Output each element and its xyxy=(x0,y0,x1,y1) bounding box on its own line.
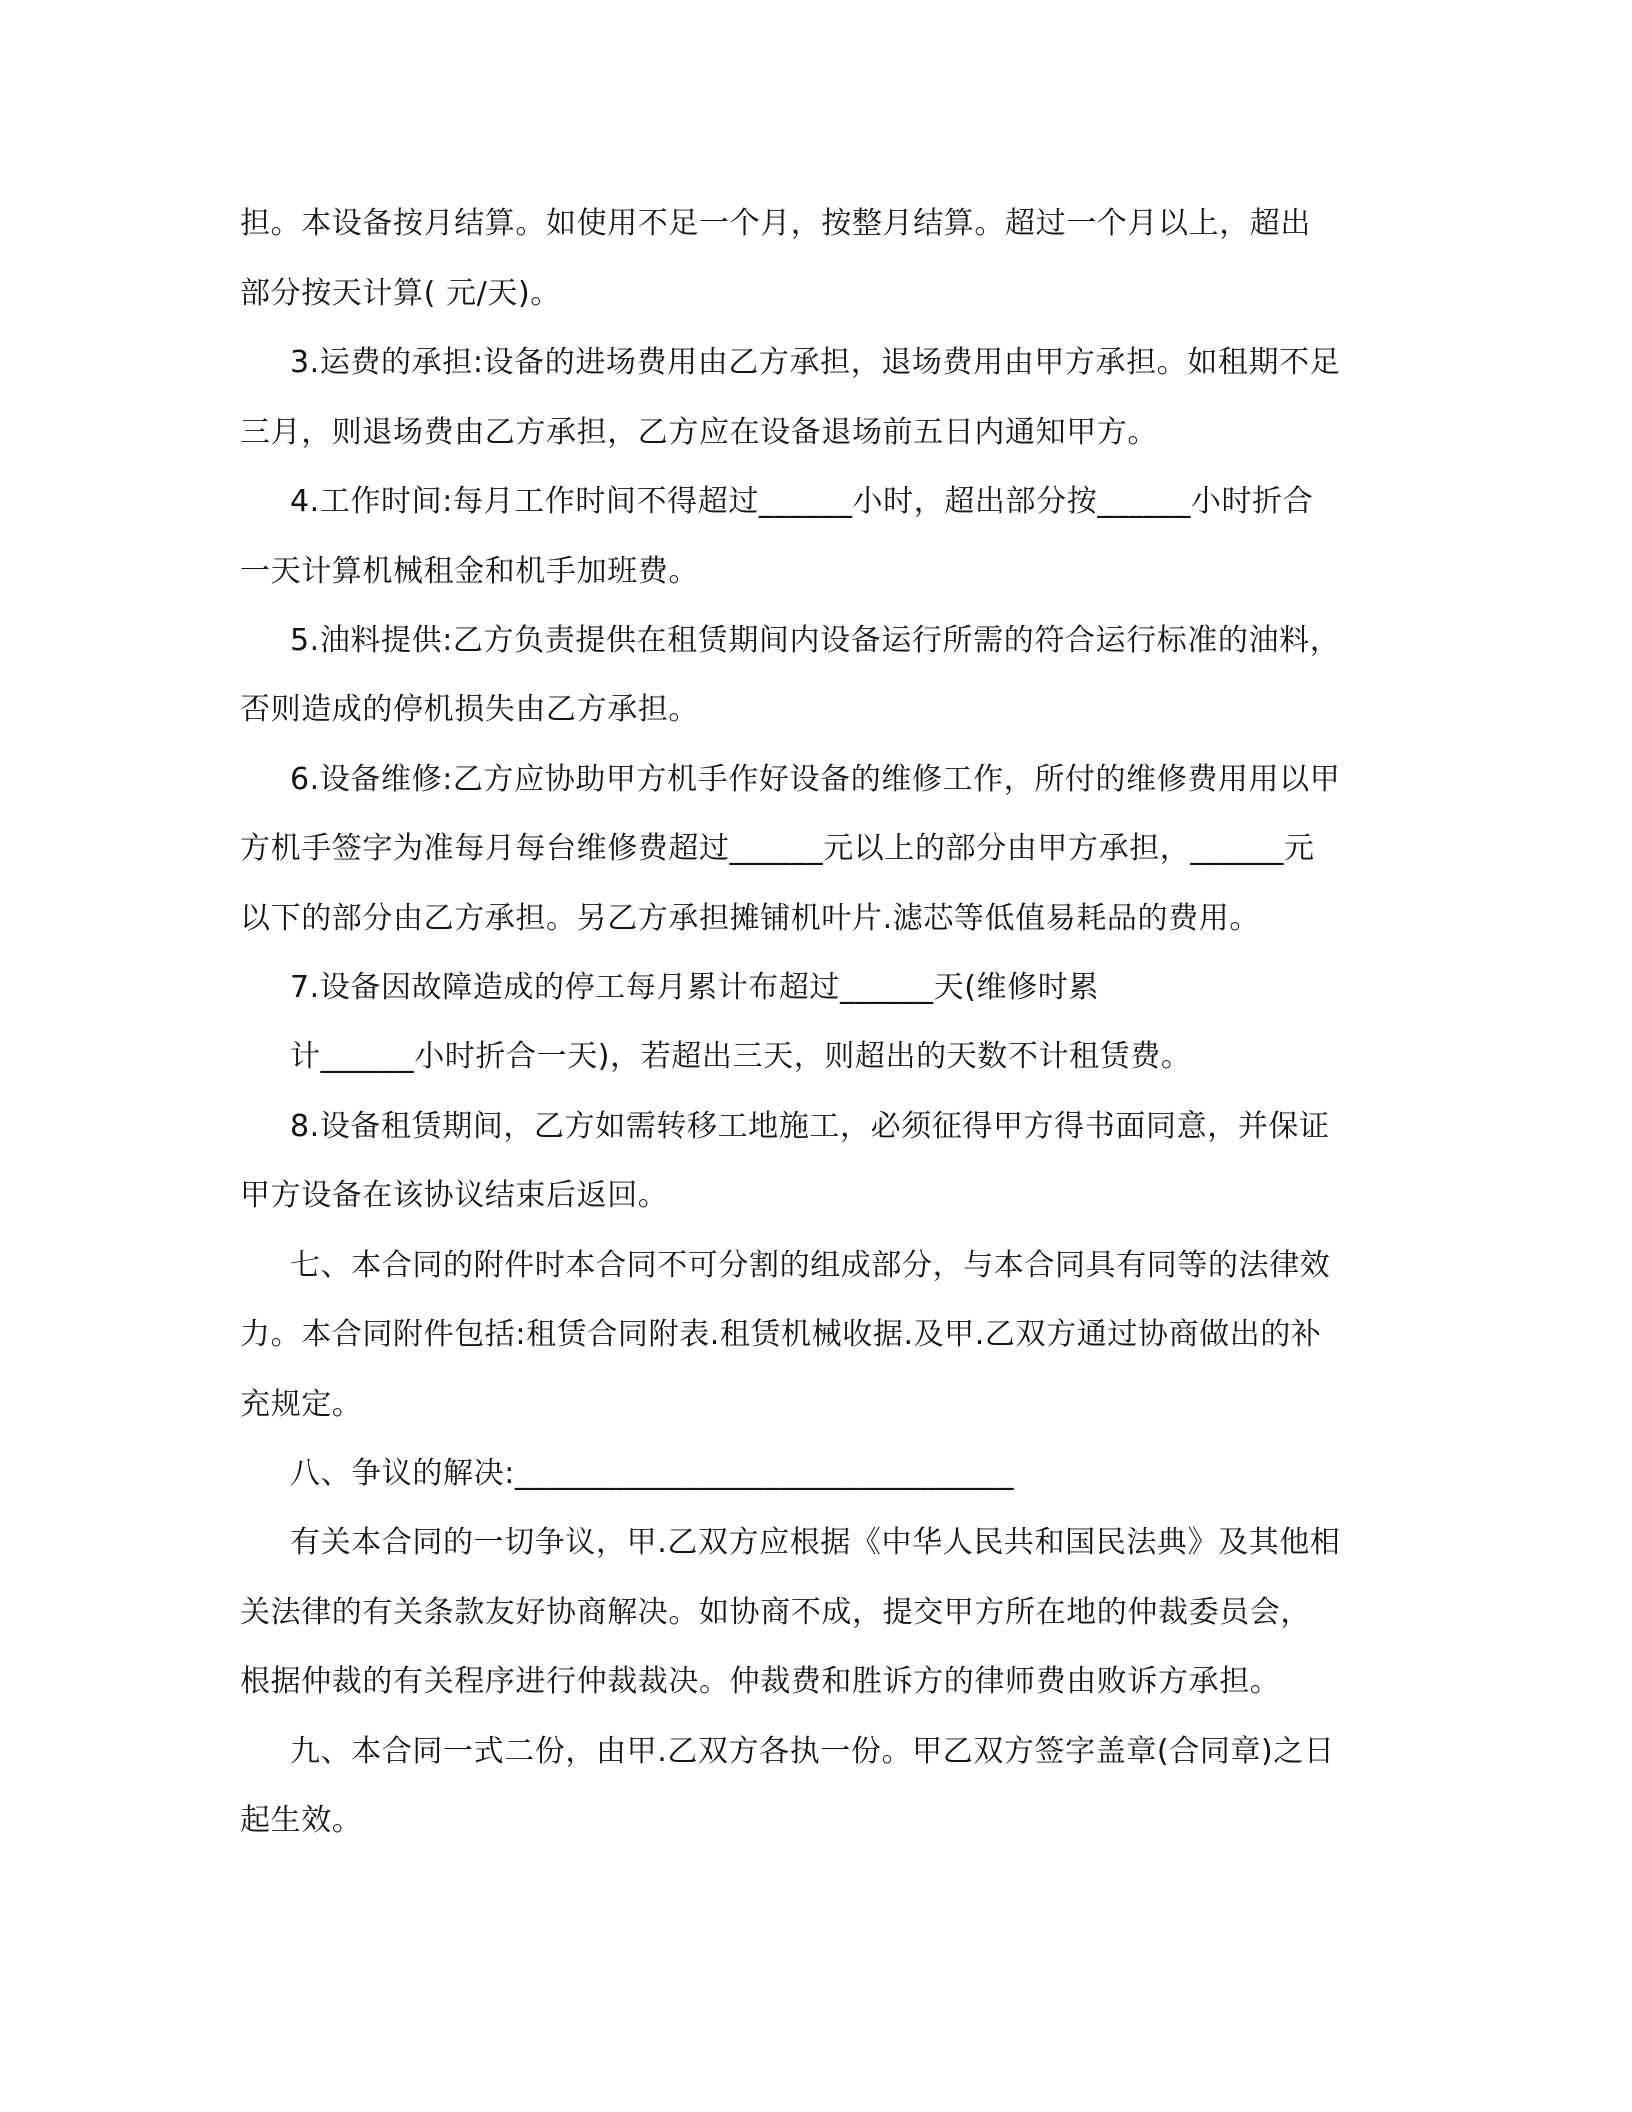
text-line: 担。本设备按月结算。如使用不足一个月，按整月结算。超过一个月以上，超出 xyxy=(240,206,1311,241)
text-line: 甲方设备在该协议结束后返回。 xyxy=(240,1178,669,1213)
text-line: 否则造成的停机损失由乙方承担。 xyxy=(240,692,699,727)
text-line: 起生效。 xyxy=(240,1803,363,1838)
text-line: 根据仲裁的有关程序进行仲裁裁决。仲裁费和胜诉方的律师费由败诉方承担。 xyxy=(240,1664,1281,1699)
text-line: 计______小时折合一天)，若超出三天，则超出的天数不计租赁费。 xyxy=(290,1039,1192,1074)
text-line: 方机手签字为准每月每台维修费超过______元以上的部分由甲方承担，______元 xyxy=(240,831,1315,866)
text-line: 力。本合同附件包括:租赁合同附表.租赁机械收据.及甲.乙双方通过协商做出的补 xyxy=(240,1317,1322,1352)
text-line: 3.运费的承担:设备的进场费用由乙方承担，退场费用由甲方承担。如租期不足 xyxy=(290,345,1341,380)
text-line: 8.设备租赁期间，乙方如需转移工地施工，必须征得甲方得书面同意，并保证 xyxy=(290,1109,1330,1144)
text-line: 部分按天计算( 元/天)。 xyxy=(240,276,561,311)
text-line: 关法律的有关条款友好协商解决。如协商不成，提交甲方所在地的仲裁委员会， xyxy=(240,1595,1311,1630)
text-line: 充规定。 xyxy=(240,1387,363,1422)
text-line: 一天计算机械租金和机手加班费。 xyxy=(240,554,699,589)
text-line: 6.设备维修:乙方应协助甲方机手作好设备的维修工作，所付的维修费用用以甲 xyxy=(290,762,1341,797)
text-line: 有关本合同的一切争议，甲.乙双方应根据《中华人民共和国民法典》及其他相 xyxy=(290,1525,1341,1560)
text-line: 5.油料提供:乙方负责提供在租赁期间内设备运行所需的符合运行标准的油料， xyxy=(290,623,1341,658)
section-heading: 八、争议的解决:________________________________ xyxy=(290,1456,1015,1491)
text-line: 7.设备因故障造成的停工每月累计布超过______天(维修时累 xyxy=(290,970,1099,1005)
text-line: 七、本合同的附件时本合同不可分割的组成部分，与本合同具有同等的法律效 xyxy=(290,1248,1331,1283)
text-line: 九、本合同一式二份，由甲.乙双方各执一份。甲乙双方签字盖章(合同章)之日 xyxy=(290,1734,1335,1769)
text-line: 三月，则退场费由乙方承担，乙方应在设备退场前五日内通知甲方。 xyxy=(240,415,1158,450)
text-line: 4.工作时间:每月工作时间不得超过______小时，超出部分按______小时折合 xyxy=(290,484,1314,519)
text-line: 以下的部分由乙方承担。另乙方承担摊铺机叶片.滤芯等低值易耗品的费用。 xyxy=(240,901,1260,936)
